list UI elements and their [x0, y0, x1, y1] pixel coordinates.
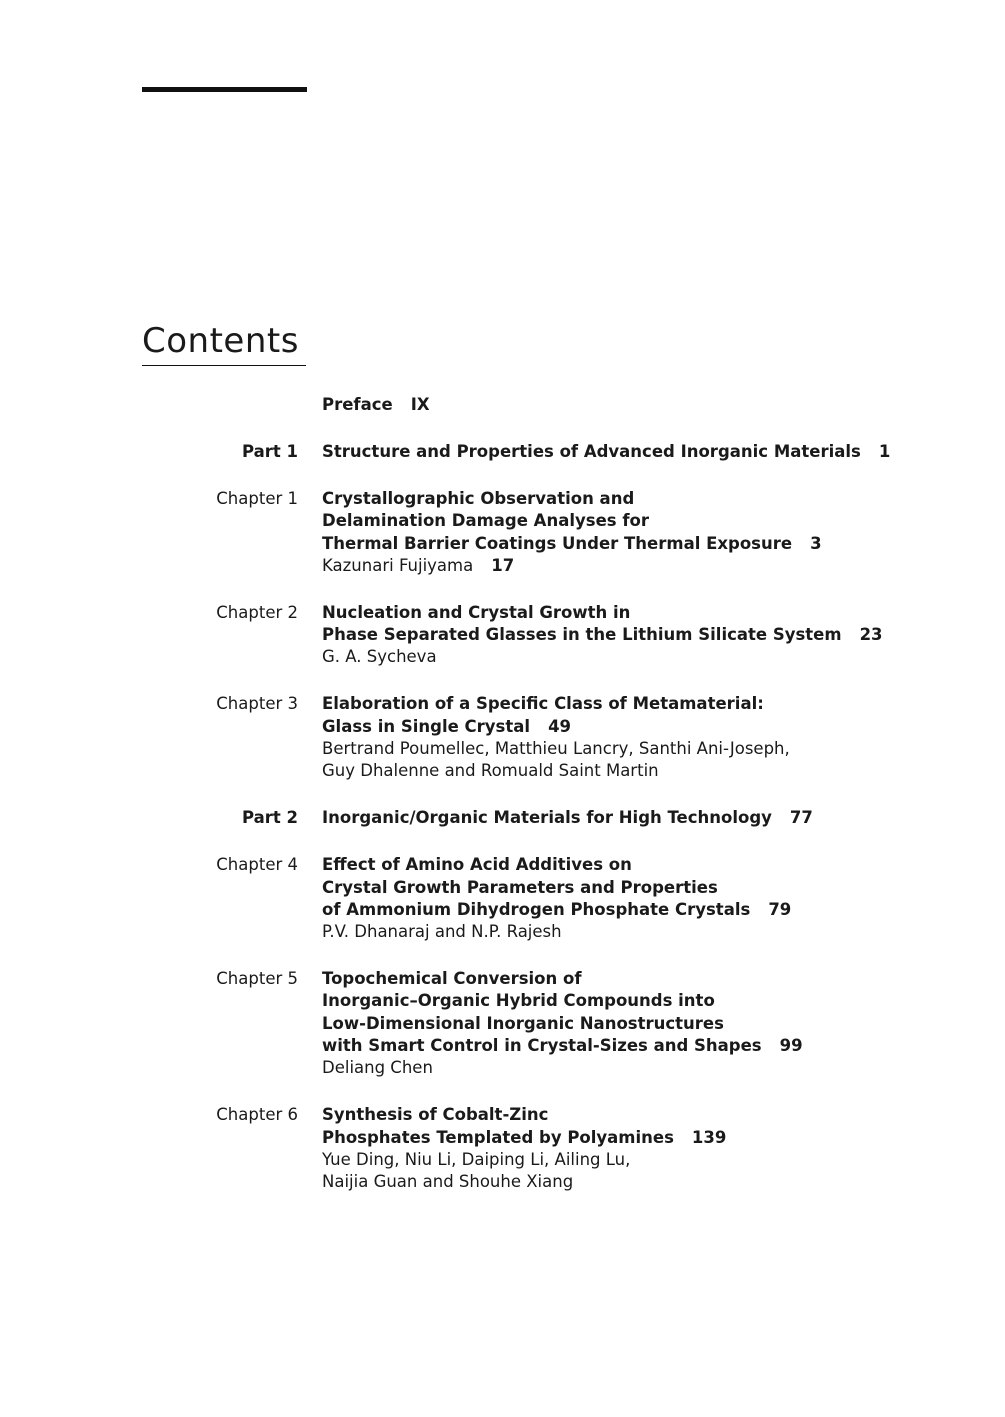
title-line: Nucleation and Crystal Growth in	[322, 602, 631, 622]
page-number: 1	[878, 441, 891, 461]
page-number: 99	[779, 1036, 803, 1056]
title-line: Delamination Damage Analyses for	[322, 511, 649, 531]
title-line: Crystal Growth Parameters and Properties	[322, 877, 718, 897]
author-line: Guy Dhalenne and Romuald Saint Martin	[322, 761, 659, 781]
chapter-label: Chapter 4	[216, 855, 298, 875]
entry-title: Inorganic/Organic Materials for High Technology	[322, 808, 772, 828]
chapter-label: Chapter 5	[216, 969, 298, 989]
author-line: Yue Ding, Niu Li, Daiping Li, Ailing Lu,	[322, 1149, 631, 1169]
part-label: Part 1	[241, 441, 298, 461]
entry-title: Structure and Properties of Advanced Inorganic Materials	[322, 441, 861, 461]
toc-entry-part-1[interactable]	[0, 441, 1005, 463]
title-line: of Ammonium Dihydrogen Phosphate Crystals	[322, 899, 751, 919]
author-line: Bertrand Poumellec, Matthieu Lancry, Santhi Ani-Joseph,	[322, 739, 790, 759]
title-line: Inorganic–Organic Hybrid Compounds into	[322, 991, 715, 1011]
author-line: P.V. Dhanaraj and N.P. Rajesh	[322, 922, 562, 942]
title-line: Phase Separated Glasses in the Lithium Silicate System	[322, 625, 842, 645]
title-line: Low-Dimensional Inorganic Nanostructures	[322, 1013, 724, 1033]
table-of-contents	[0, 394, 1005, 1194]
title-line: Topochemical Conversion of	[322, 969, 582, 989]
page-number: IX	[410, 395, 430, 414]
title-line: Crystallographic Observation and	[322, 488, 635, 508]
title-line: Synthesis of Cobalt-Zinc	[322, 1105, 549, 1125]
title-rule	[142, 365, 306, 366]
part-label: Part 2	[241, 808, 298, 828]
toc-entry-chapter-3[interactable]	[0, 693, 1005, 782]
page-number: 77	[789, 808, 813, 828]
author-line: G. A. Sycheva	[322, 647, 437, 667]
author-line: Deliang Chen	[322, 1058, 433, 1078]
title-line: Phosphates Templated by Polyamines	[322, 1127, 674, 1147]
title-line: Glass in Single Crystal	[322, 716, 531, 736]
page-number: 139	[691, 1127, 727, 1147]
page-title: Contents	[142, 320, 299, 361]
toc-entry-part-2[interactable]	[0, 807, 1005, 829]
chapter-label: Chapter 1	[216, 488, 298, 508]
chapter-label: Chapter 6	[216, 1105, 298, 1125]
top-rule	[142, 87, 307, 92]
page-number: 23	[859, 625, 883, 645]
title-line: Effect of Amino Acid Additives on	[322, 855, 632, 875]
page-number: 79	[768, 899, 792, 919]
toc-entry-chapter-5[interactable]	[0, 968, 1005, 1079]
toc-entry-chapter-6[interactable]	[0, 1104, 1005, 1193]
page-number: 3	[810, 533, 822, 553]
chapter-label: Chapter 3	[216, 694, 298, 714]
title-line: with Smart Control in Crystal-Sizes and Shapes	[322, 1036, 762, 1056]
author-page-number: 17	[491, 555, 515, 575]
toc-entry-chapter-2[interactable]	[0, 602, 1005, 669]
toc-entry-chapter-1[interactable]	[0, 488, 1005, 577]
page-number: 49	[548, 716, 572, 736]
author-line: Kazunari Fujiyama	[322, 555, 474, 575]
title-line: Thermal Barrier Coatings Under Thermal Exposure	[322, 533, 793, 553]
toc-entry-chapter-4[interactable]	[0, 854, 1005, 943]
toc-entry-preface[interactable]	[0, 394, 1005, 416]
title-line: Elaboration of a Specific Class of Metamaterial:	[322, 694, 764, 714]
entry-title: Preface	[322, 395, 393, 414]
chapter-label: Chapter 2	[216, 602, 298, 622]
author-line: Naijia Guan and Shouhe Xiang	[322, 1172, 574, 1192]
